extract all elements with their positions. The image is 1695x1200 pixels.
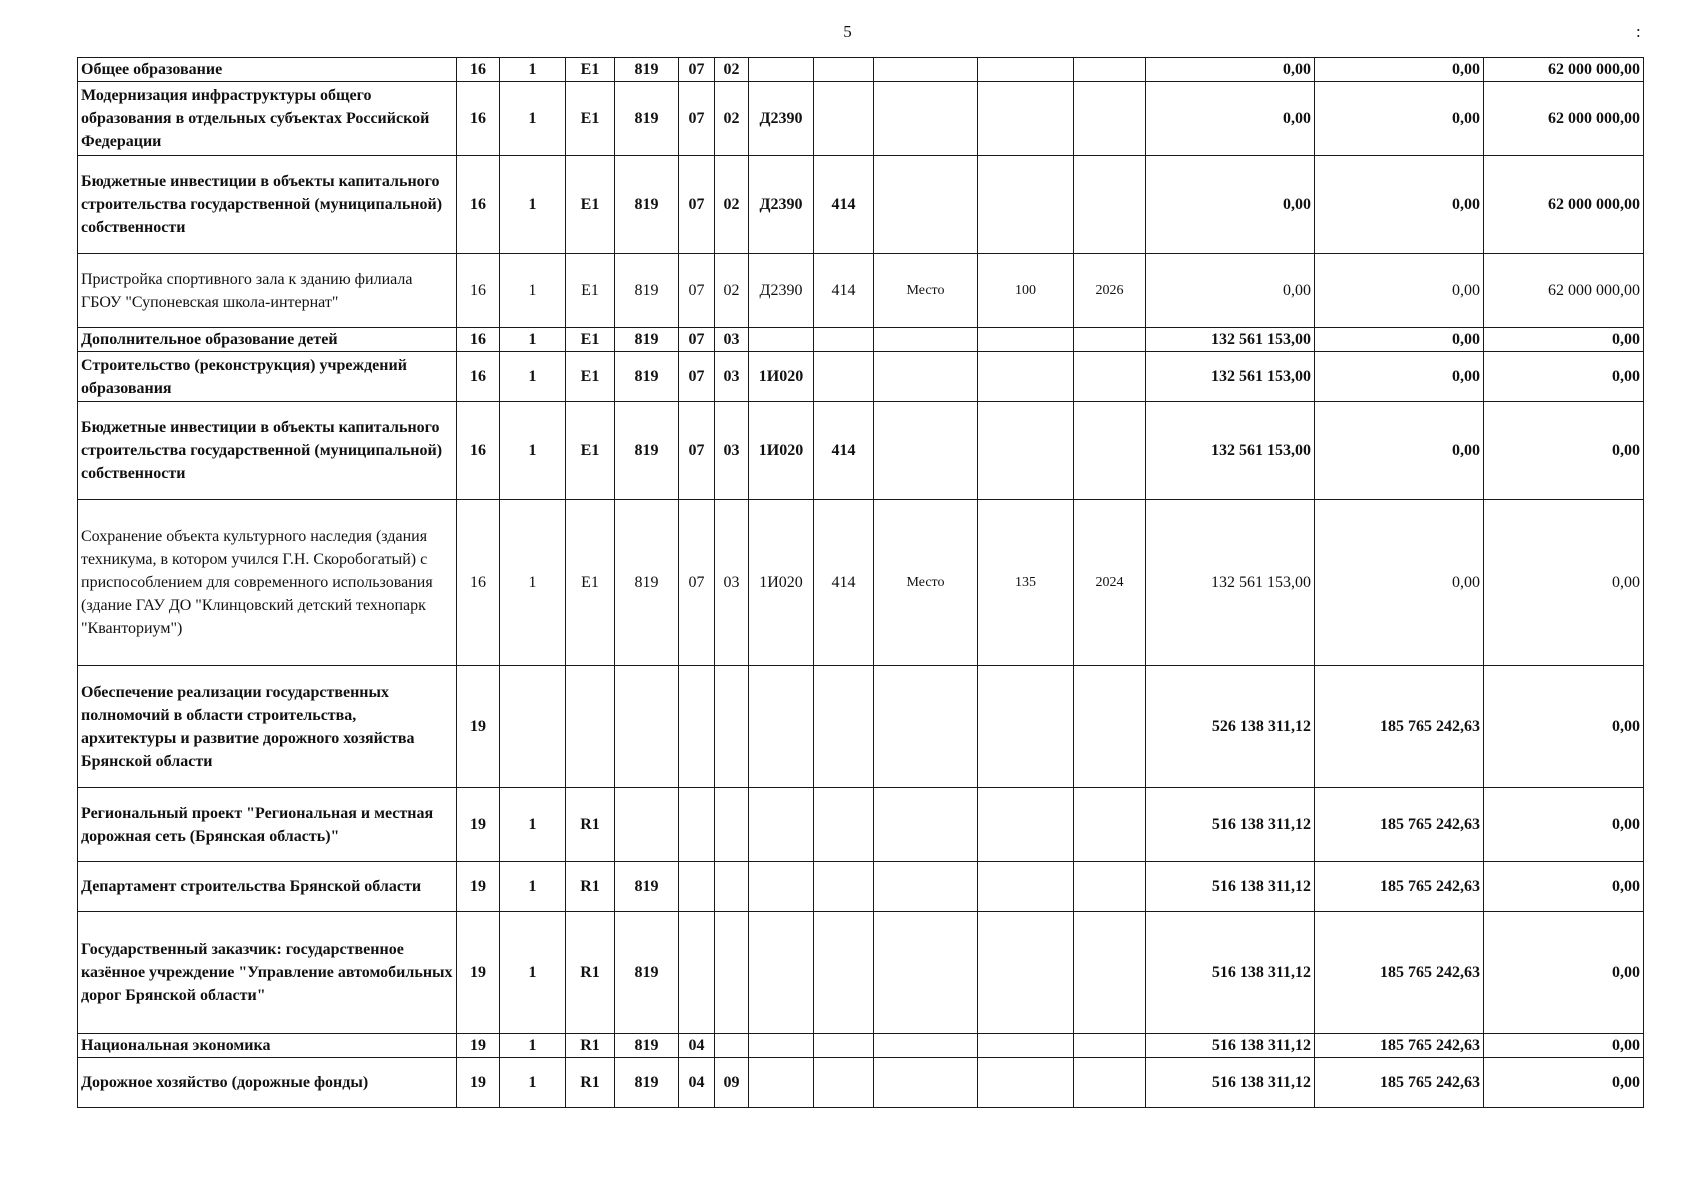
cell-direction: 1И020 (749, 402, 814, 500)
cell-amount-2: 185 765 242,63 (1315, 1034, 1484, 1058)
table-row (78, 1058, 1644, 1108)
cell-amount-2: 0,00 (1315, 254, 1484, 328)
cell-section: 07 (679, 328, 715, 352)
cell-amount-2: 0,00 (1315, 82, 1484, 156)
cell-expense-type: 414 (814, 156, 874, 254)
cell-subsection (715, 862, 749, 912)
table-row (78, 58, 1644, 82)
row-name: Дорожное хозяйство (дорожные фонды) (78, 1058, 457, 1108)
cell-program: 19 (457, 666, 500, 788)
cell-expense-type: 414 (814, 500, 874, 666)
cell-project: E1 (566, 328, 615, 352)
cell-year (1074, 352, 1146, 402)
cell-project: R1 (566, 1058, 615, 1108)
table-row (78, 912, 1644, 1034)
cell-ministry: 819 (615, 352, 679, 402)
cell-amount-3: 0,00 (1484, 862, 1644, 912)
cell-project: E1 (566, 82, 615, 156)
cell-unit (874, 862, 978, 912)
cell-section: 07 (679, 254, 715, 328)
cell-project: E1 (566, 352, 615, 402)
cell-subprogram: 1 (500, 58, 566, 82)
cell-section: 07 (679, 352, 715, 402)
cell-subprogram: 1 (500, 862, 566, 912)
cell-program: 19 (457, 862, 500, 912)
cell-section: 07 (679, 82, 715, 156)
cell-project: R1 (566, 1034, 615, 1058)
cell-subprogram: 1 (500, 156, 566, 254)
cell-unit: Место (874, 500, 978, 666)
cell-ministry: 819 (615, 328, 679, 352)
cell-amount-2: 0,00 (1315, 500, 1484, 666)
cell-project: E1 (566, 402, 615, 500)
row-name: Пристройка спортивного зала к зданию филиала ГБОУ "Супоневская школа-интернат" (78, 254, 457, 328)
cell-project: R1 (566, 912, 615, 1034)
cell-amount-1: 516 138 311,12 (1146, 912, 1315, 1034)
cell-ministry: 819 (615, 82, 679, 156)
cell-expense-type (814, 1058, 874, 1108)
cell-direction: 1И020 (749, 500, 814, 666)
cell-amount-1: 526 138 311,12 (1146, 666, 1315, 788)
cell-subprogram: 1 (500, 1034, 566, 1058)
cell-amount-3: 0,00 (1484, 666, 1644, 788)
cell-program: 16 (457, 328, 500, 352)
cell-amount-3: 0,00 (1484, 328, 1644, 352)
row-name: Департамент строительства Брянской области (78, 862, 457, 912)
cell-year (1074, 156, 1146, 254)
cell-subsection: 02 (715, 58, 749, 82)
row-name: Модернизация инфраструктуры общего образования в отдельных субъектах Российской Федерации (78, 82, 457, 156)
cell-expense-type (814, 788, 874, 862)
cell-ministry: 819 (615, 1034, 679, 1058)
cell-program: 16 (457, 82, 500, 156)
cell-project: R1 (566, 788, 615, 862)
cell-amount-3: 0,00 (1484, 402, 1644, 500)
cell-unit (874, 82, 978, 156)
cell-ministry: 819 (615, 862, 679, 912)
cell-ministry: 819 (615, 58, 679, 82)
cell-year: 2024 (1074, 500, 1146, 666)
cell-amount-3: 0,00 (1484, 1058, 1644, 1108)
cell-subsection: 02 (715, 254, 749, 328)
cell-project (566, 666, 615, 788)
cell-project: E1 (566, 500, 615, 666)
cell-direction (749, 862, 814, 912)
cell-expense-type: 414 (814, 402, 874, 500)
cell-ministry: 819 (615, 254, 679, 328)
cell-subprogram: 1 (500, 788, 566, 862)
table-row (78, 862, 1644, 912)
cell-amount-2: 0,00 (1315, 352, 1484, 402)
cell-year (1074, 82, 1146, 156)
cell-amount-2: 185 765 242,63 (1315, 912, 1484, 1034)
cell-direction (749, 1034, 814, 1058)
cell-amount-3: 0,00 (1484, 788, 1644, 862)
cell-unit (874, 1034, 978, 1058)
cell-program: 19 (457, 1058, 500, 1108)
cell-capacity (978, 862, 1074, 912)
cell-expense-type (814, 666, 874, 788)
cell-capacity (978, 402, 1074, 500)
cell-expense-type: 414 (814, 254, 874, 328)
cell-amount-1: 516 138 311,12 (1146, 788, 1315, 862)
cell-direction (749, 912, 814, 1034)
cell-ministry: 819 (615, 402, 679, 500)
cell-amount-1: 132 561 153,00 (1146, 328, 1315, 352)
cell-ministry: 819 (615, 156, 679, 254)
cell-unit (874, 1058, 978, 1108)
cell-amount-2: 185 765 242,63 (1315, 788, 1484, 862)
cell-amount-1: 0,00 (1146, 58, 1315, 82)
cell-year (1074, 862, 1146, 912)
cell-amount-1: 0,00 (1146, 82, 1315, 156)
cell-expense-type (814, 82, 874, 156)
cell-expense-type (814, 912, 874, 1034)
table-row (78, 666, 1644, 788)
cell-amount-3: 62 000 000,00 (1484, 58, 1644, 82)
cell-expense-type (814, 352, 874, 402)
row-name: Дополнительное образование детей (78, 328, 457, 352)
cell-amount-2: 0,00 (1315, 402, 1484, 500)
cell-amount-3: 0,00 (1484, 1034, 1644, 1058)
table-row (78, 82, 1644, 156)
cell-amount-2: 0,00 (1315, 156, 1484, 254)
cell-amount-3: 62 000 000,00 (1484, 82, 1644, 156)
cell-expense-type (814, 58, 874, 82)
cell-capacity (978, 328, 1074, 352)
cell-program: 16 (457, 254, 500, 328)
table-row (78, 328, 1644, 352)
cell-amount-1: 132 561 153,00 (1146, 352, 1315, 402)
cell-amount-2: 185 765 242,63 (1315, 666, 1484, 788)
cell-project: E1 (566, 58, 615, 82)
cell-year: 2026 (1074, 254, 1146, 328)
cell-section: 04 (679, 1058, 715, 1108)
cell-amount-2: 0,00 (1315, 328, 1484, 352)
cell-amount-3: 62 000 000,00 (1484, 156, 1644, 254)
cell-ministry: 819 (615, 500, 679, 666)
cell-subprogram: 1 (500, 402, 566, 500)
cell-direction (749, 666, 814, 788)
row-name: Государственный заказчик: государственное казённое учреждение "Управление автомобильных дорог Брянской области" (78, 912, 457, 1034)
cell-program: 19 (457, 788, 500, 862)
cell-project: E1 (566, 156, 615, 254)
cell-subprogram: 1 (500, 1058, 566, 1108)
cell-year (1074, 1058, 1146, 1108)
cell-section: 07 (679, 58, 715, 82)
cell-amount-1: 0,00 (1146, 156, 1315, 254)
cell-program: 16 (457, 500, 500, 666)
cell-amount-2: 0,00 (1315, 58, 1484, 82)
cell-direction (749, 328, 814, 352)
row-name: Бюджетные инвестиции в объекты капитального строительства государственной (муниципальной) собственности (78, 156, 457, 254)
row-name: Национальная экономика (78, 1034, 457, 1058)
cell-expense-type (814, 862, 874, 912)
cell-subsection: 09 (715, 1058, 749, 1108)
cell-capacity (978, 352, 1074, 402)
cell-year (1074, 58, 1146, 82)
cell-section: 07 (679, 156, 715, 254)
cell-expense-type (814, 1034, 874, 1058)
cell-program: 16 (457, 156, 500, 254)
table-row (78, 788, 1644, 862)
table-row (78, 500, 1644, 666)
cell-section: 07 (679, 500, 715, 666)
row-name: Сохранение объекта культурного наследия (здания техникума, в котором учился Г.Н. Скоробогатый) с приспособлением для современного использования (здание ГАУ ДО "Клинцовский детский технопарк "Кванториум") (78, 500, 457, 666)
cell-capacity (978, 1058, 1074, 1108)
cell-project: E1 (566, 254, 615, 328)
row-name: Строительство (реконструкция) учреждений образования (78, 352, 457, 402)
cell-capacity: 135 (978, 500, 1074, 666)
cell-amount-3: 0,00 (1484, 352, 1644, 402)
cell-subprogram: 1 (500, 254, 566, 328)
cell-year (1074, 328, 1146, 352)
cell-subprogram: 1 (500, 352, 566, 402)
cell-capacity (978, 82, 1074, 156)
cell-amount-1: 516 138 311,12 (1146, 1034, 1315, 1058)
cell-subprogram: 1 (500, 328, 566, 352)
cell-unit (874, 912, 978, 1034)
cell-subsection: 02 (715, 82, 749, 156)
cell-subprogram: 1 (500, 500, 566, 666)
cell-project: R1 (566, 862, 615, 912)
cell-amount-2: 185 765 242,63 (1315, 862, 1484, 912)
cell-year (1074, 666, 1146, 788)
table-row (78, 254, 1644, 328)
cell-subsection: 03 (715, 500, 749, 666)
cell-expense-type (814, 328, 874, 352)
cell-unit (874, 788, 978, 862)
cell-amount-1: 516 138 311,12 (1146, 1058, 1315, 1108)
cell-program: 16 (457, 58, 500, 82)
cell-ministry (615, 666, 679, 788)
page-number: 5 (843, 22, 852, 41)
cell-capacity (978, 156, 1074, 254)
cell-subsection: 03 (715, 328, 749, 352)
row-name: Бюджетные инвестиции в объекты капитального строительства государственной (муниципальной) собственности (78, 402, 457, 500)
cell-unit (874, 58, 978, 82)
cell-unit (874, 156, 978, 254)
cell-direction (749, 58, 814, 82)
cell-subprogram (500, 666, 566, 788)
cell-capacity: 100 (978, 254, 1074, 328)
cell-capacity (978, 788, 1074, 862)
table-row (78, 402, 1644, 500)
cell-subprogram: 1 (500, 912, 566, 1034)
row-name: Общее образование (78, 58, 457, 82)
cell-year (1074, 912, 1146, 1034)
cell-subprogram: 1 (500, 82, 566, 156)
cell-year (1074, 402, 1146, 500)
cell-subsection (715, 788, 749, 862)
cell-subsection: 03 (715, 402, 749, 500)
cell-amount-3: 0,00 (1484, 912, 1644, 1034)
cell-amount-1: 516 138 311,12 (1146, 862, 1315, 912)
cell-amount-2: 185 765 242,63 (1315, 1058, 1484, 1108)
cell-direction: Д2390 (749, 82, 814, 156)
cell-direction (749, 788, 814, 862)
cell-capacity (978, 666, 1074, 788)
row-name: Обеспечение реализации государственных полномочий в области строительства, архитектуры и развитие дорожного хозяйства Брянской области (78, 666, 457, 788)
cell-direction: Д2390 (749, 156, 814, 254)
cell-ministry: 819 (615, 1058, 679, 1108)
cell-section (679, 912, 715, 1034)
cell-program: 19 (457, 912, 500, 1034)
cell-direction: 1И020 (749, 352, 814, 402)
cell-unit: Место (874, 254, 978, 328)
cell-subsection: 03 (715, 352, 749, 402)
cell-program: 16 (457, 402, 500, 500)
cell-unit (874, 402, 978, 500)
cell-section (679, 666, 715, 788)
cell-subsection (715, 1034, 749, 1058)
cell-capacity (978, 912, 1074, 1034)
cell-amount-1: 132 561 153,00 (1146, 402, 1315, 500)
table-row (78, 352, 1644, 402)
cell-subsection (715, 666, 749, 788)
cell-year (1074, 788, 1146, 862)
cell-amount-1: 0,00 (1146, 254, 1315, 328)
corner-mark: : (1636, 22, 1641, 41)
cell-capacity (978, 1034, 1074, 1058)
cell-direction (749, 1058, 814, 1108)
cell-amount-3: 62 000 000,00 (1484, 254, 1644, 328)
budget-table (77, 57, 1644, 1108)
row-name: Региональный проект "Региональная и местная дорожная сеть (Брянская область)" (78, 788, 457, 862)
table-row (78, 1034, 1644, 1058)
cell-amount-3: 0,00 (1484, 500, 1644, 666)
cell-capacity (978, 58, 1074, 82)
cell-direction: Д2390 (749, 254, 814, 328)
cell-section (679, 788, 715, 862)
cell-amount-1: 132 561 153,00 (1146, 500, 1315, 666)
cell-subsection: 02 (715, 156, 749, 254)
cell-unit (874, 328, 978, 352)
cell-section (679, 862, 715, 912)
cell-unit (874, 352, 978, 402)
cell-ministry (615, 788, 679, 862)
cell-program: 16 (457, 352, 500, 402)
cell-section: 04 (679, 1034, 715, 1058)
cell-unit (874, 666, 978, 788)
cell-ministry: 819 (615, 912, 679, 1034)
cell-section: 07 (679, 402, 715, 500)
table-row (78, 156, 1644, 254)
cell-program: 19 (457, 1034, 500, 1058)
cell-year (1074, 1034, 1146, 1058)
cell-subsection (715, 912, 749, 1034)
